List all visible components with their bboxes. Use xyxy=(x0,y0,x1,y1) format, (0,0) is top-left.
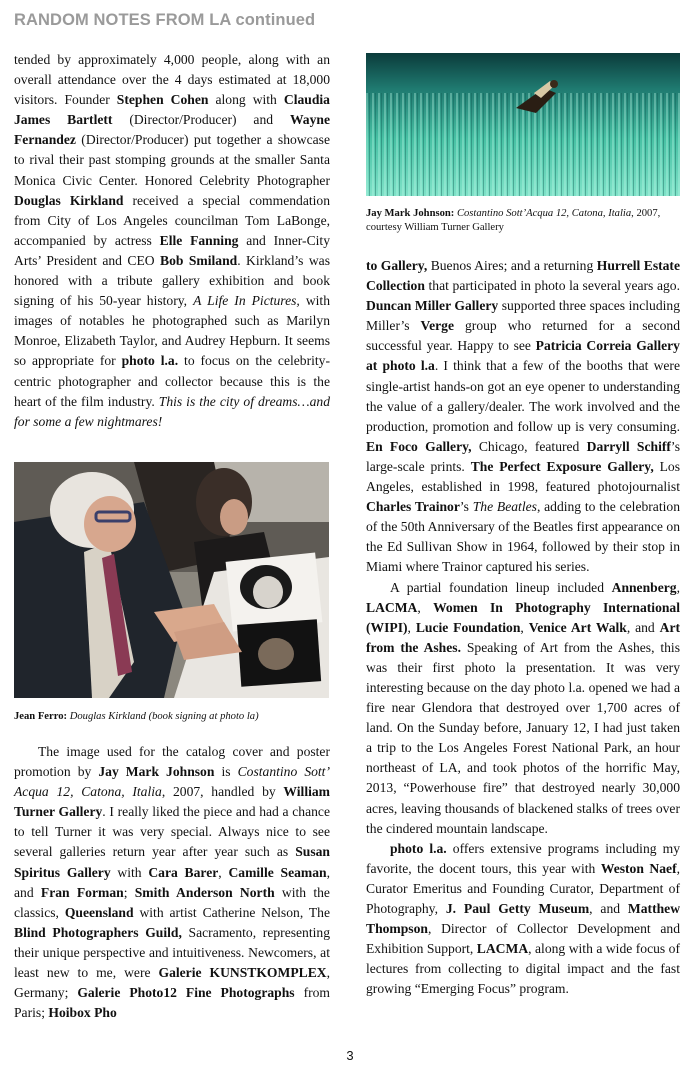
bold-name: Wayne Fernandez xyxy=(14,112,330,148)
bold-name: Duncan Miller Gallery xyxy=(366,298,499,314)
text-run: ; xyxy=(123,884,135,900)
bold-name: Hurrell Estate Collection xyxy=(366,258,680,294)
bold-name: Douglas Kirkland xyxy=(14,192,124,208)
caption-credit: Jean Ferro: xyxy=(14,711,68,722)
article-paragraph xyxy=(366,256,680,578)
book-signing-photo xyxy=(14,462,329,698)
bold-name: Venice Art Walk xyxy=(528,619,627,635)
text-run: group who returned for a second successful year. Happy to see xyxy=(366,318,681,354)
bold-name: Lucie Foundation xyxy=(415,619,521,635)
photo-caption xyxy=(366,207,680,236)
bold-name: photo l.a. xyxy=(390,840,447,856)
text-run: with xyxy=(110,864,149,880)
text-run: supported three spaces including Miller’s xyxy=(366,298,680,334)
article-paragraph xyxy=(14,742,330,1023)
article-column-left-bottom xyxy=(14,742,330,1023)
bold-name: Art from the Ashes. xyxy=(366,619,681,655)
text-run: The image used for the catalog cover and poster promotion by xyxy=(14,744,330,780)
caption-text: Douglas Kirkland (book signing at photo la) xyxy=(67,711,259,722)
text-run: , Germany; xyxy=(14,965,330,1001)
text-run: , xyxy=(417,599,434,615)
bold-name: Galerie KUNSTKOMPLEX xyxy=(158,965,327,981)
text-run: received a special commendation from City of Los Angeles councilman Tom LaBonge, accompanied by actress xyxy=(14,192,331,248)
text-run: (Director/Producer) put together a showcase to rival their past stomping grounds at the smaller Santa Monica Civic Center. Honored Celebrity Photographer xyxy=(14,132,330,188)
bold-name: Elle Fanning xyxy=(159,232,239,248)
text-run: ’s large-scale prints. xyxy=(366,438,680,474)
text-run: is xyxy=(214,764,238,780)
text-run: to focus on the celebrity-centric photographer and collector because this is the heart of the film industry. xyxy=(14,353,331,409)
text-run: , adding to the celebration of the 50th Anniversary of the Beatles first appearance on the Ed Sullivan Show in 1964, followed by their stop in Miami where Trainor captured his series. xyxy=(366,499,680,575)
text-run: offers extensive programs including my favorite, the docent tours, this year with xyxy=(366,840,680,876)
bold-name: Patricia Correia Gallery at photo l.a xyxy=(366,338,680,374)
bold-name: Jay Mark Johnson xyxy=(98,764,215,780)
text-run: , xyxy=(520,619,529,635)
photo-caption xyxy=(14,710,330,724)
text-run: with images of notables he photographed such as Marilyn Monroe, Elizabeth Taylor, and Audrey Hepburn. It seems so appropriate for xyxy=(14,293,331,369)
italic-title: This is the city of dreams…and for some a few nightmares! xyxy=(14,393,330,429)
bold-name: William Turner Gallery xyxy=(14,784,330,820)
italic-title: A Life In Pictures, xyxy=(193,293,300,309)
text-run: , xyxy=(407,619,416,635)
page-number: 3 xyxy=(346,1048,354,1063)
bold-name: Charles Trainor xyxy=(366,499,460,515)
bold-name: LACMA xyxy=(476,941,529,957)
text-run: Los Angeles, established in 1998, featured photojournalist xyxy=(366,458,680,495)
bold-name: Cara Barer xyxy=(148,864,219,880)
text-run: A partial foundation lineup included xyxy=(390,579,612,595)
bold-name: Verge xyxy=(420,318,455,334)
bold-name: J. Paul Getty Museum xyxy=(445,901,590,916)
page-header: RANDOM NOTES FROM LA continued xyxy=(14,11,316,29)
bold-name: Darryll Schiff xyxy=(586,438,671,454)
bold-name: photo l.a. xyxy=(121,353,179,369)
caption-credit: Jay Mark Johnson: xyxy=(366,208,455,219)
text-run: , 2007, handled by xyxy=(161,784,284,800)
bold-name: LACMA xyxy=(366,599,418,615)
bold-name: Smith Anderson North xyxy=(134,884,275,900)
bold-name: Blind Photographers Guild, xyxy=(14,924,182,940)
text-run: from Paris; xyxy=(14,985,330,1021)
bold-name: Annenberg xyxy=(611,579,677,595)
text-run: with the classics, xyxy=(14,884,330,920)
bold-name: The Perfect Exposure Gallery, xyxy=(470,458,654,474)
text-run: with artist Catherine Nelson, The xyxy=(133,904,330,920)
text-run: , and xyxy=(14,864,330,900)
article-paragraph xyxy=(366,839,680,1000)
text-run: Chicago, featured xyxy=(471,438,587,454)
article-column-right xyxy=(366,256,680,999)
underwater-artwork-photo xyxy=(366,53,680,196)
text-run: that participated in photo la several years ago. xyxy=(424,278,680,294)
bold-name: Queensland xyxy=(64,904,134,920)
text-run: . Kirkland’s was honored with a tribute gallery exhibition and book signing of his 50-year history, xyxy=(14,252,330,309)
text-run: , xyxy=(218,864,229,880)
bold-name: Matthew Thompson xyxy=(366,901,681,937)
italic-title: Costantino Sott’ Acqua 12, Catona, Italia xyxy=(14,764,330,800)
bold-name: to Gallery, xyxy=(366,258,428,273)
text-run: , along with a wide focus of lectures from collecting to digital impact and the fast growing “Emerging Focus” program. xyxy=(366,941,680,997)
text-run: , and xyxy=(626,619,660,635)
bold-name: En Foco Gallery, xyxy=(366,438,472,454)
bold-name: Stephen Cohen xyxy=(116,92,209,108)
caption-artwork-title: Costantino Sott’Acqua 12, Catona, Italia xyxy=(454,208,632,219)
text-run: ’s xyxy=(459,499,473,515)
bold-name: Hoibox Pho xyxy=(48,1005,117,1021)
bold-name: Fran Forman xyxy=(40,884,124,900)
bold-name: Claudia James Bartlett xyxy=(14,92,330,128)
text-run: , xyxy=(676,579,680,595)
bold-name: Bob Smiland xyxy=(160,252,238,268)
caption-text: , 2007, courtesy William Turner Gallery xyxy=(366,208,661,234)
article-paragraph xyxy=(14,50,330,432)
text-run: (Director/Producer) and xyxy=(112,112,290,128)
text-run: tended by approximately 4,000 people, along with an overall attendance over the 4 days estimated at 18,000 visitors. Founder xyxy=(14,52,330,108)
bold-name: Galerie Photo12 Fine Photographs xyxy=(77,985,295,1001)
bold-name: Weston Naef xyxy=(600,860,677,876)
text-run: , Curator Emeritus and Founding Curator, Department of Photography, xyxy=(366,860,680,916)
article-paragraph xyxy=(366,578,680,839)
text-run: , Director of Collector Development and Exhibition Support, xyxy=(366,921,680,957)
text-run: . I really liked the piece and had a chance to tell Turner it was very special. Always nice to see several galleries return year after year such as xyxy=(14,804,331,860)
article-column-left-top xyxy=(14,50,330,432)
italic-title: The Beatles xyxy=(472,499,537,515)
bold-name: Susan Spiritus Gallery xyxy=(14,844,330,880)
text-run: , and xyxy=(589,901,628,916)
bold-name: Camille Seaman xyxy=(228,864,327,880)
text-run: Sacramento, representing their unique perspective and intuitiveness. Newcomers, at least new to me, were xyxy=(14,924,330,981)
text-run: along with xyxy=(208,92,284,108)
text-run: . I think that a few of the booths that were single-artist hands-on got an eye opener to understanding the value of a gallery/dealer. The work involved and the production, promotion and follow up is very consuming. xyxy=(366,358,680,434)
text-run: and Inner-City Arts’ President and CEO xyxy=(14,232,330,268)
text-run: Buenos Aires; and a returning xyxy=(427,258,597,273)
bold-name: Women In Photography International (WIPI) xyxy=(366,599,680,635)
text-run: Speaking of Art from the Ashes, this was their first photo la presentation. It was very interesting because on the day photo l.a. opened we had a fire near Glendora that destroyed over 1,700 acres of land. On the Sunday before, January 12, I had just taken a trip to the Los Angeles Forest National Park, an hour northeast of LA, and took photos of the horrific May, 2013, “Powerhouse fire” that destroyed nearly 30,000 acres, leaving thousands of blackened stalks of trees over the cindered mountain landscape. xyxy=(366,639,680,836)
